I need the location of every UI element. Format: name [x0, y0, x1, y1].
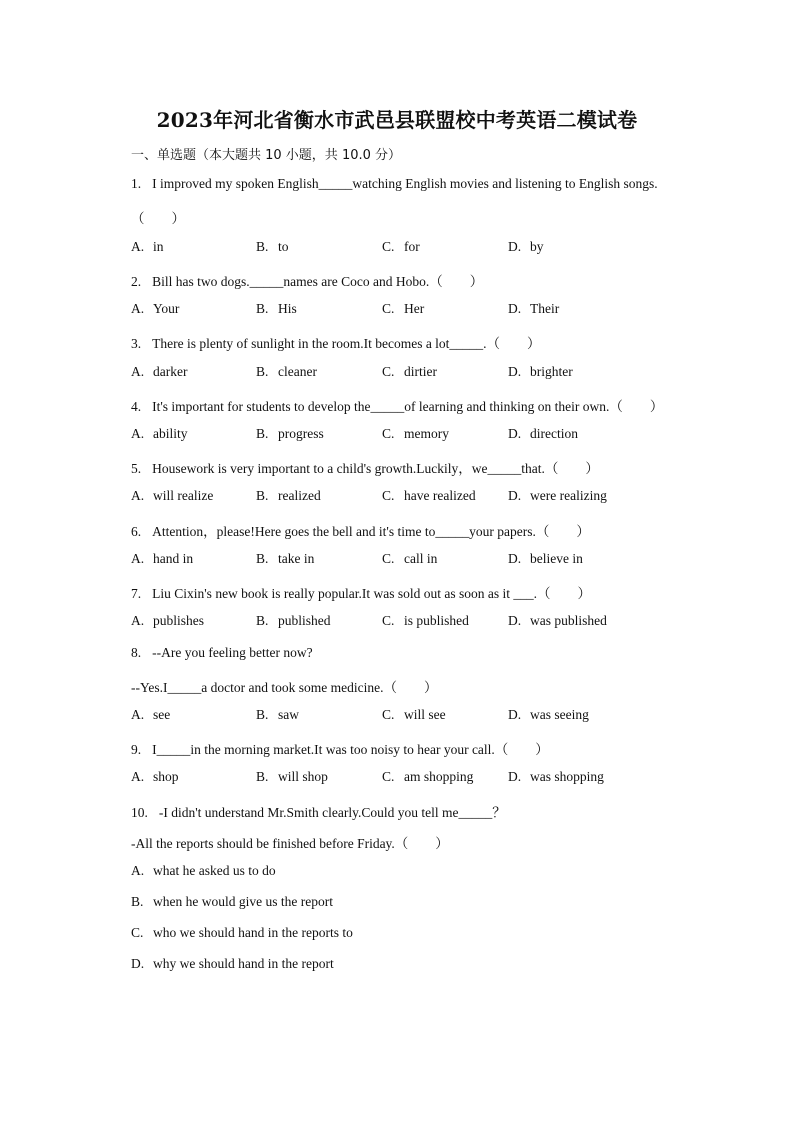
question-stem: Bill has two dogs._____names are Coco and Hobo.（ ）: [152, 274, 484, 289]
option-b[interactable]: B. published: [256, 613, 331, 628]
question-stem: Liu Cixin's new book is really popular.It was sold out as soon as it ___.（ ）: [152, 586, 592, 601]
question-stem: It's important for students to develop the_____of learning and thinking on their own.（ ）: [152, 399, 664, 414]
option-d[interactable]: D. was published: [508, 613, 607, 628]
option-a[interactable]: A. see: [131, 707, 171, 722]
question-stem: There is plenty of sunlight in the room.It becomes a lot_____.（ ）: [152, 336, 541, 351]
question-8: [131, 645, 313, 661]
option-b[interactable]: B. His: [256, 301, 297, 316]
option-d[interactable]: D. direction: [508, 426, 578, 441]
option-c[interactable]: C. is published: [382, 613, 469, 628]
question-number: 7.: [131, 586, 142, 601]
question-stem: -I didn't understand Mr.Smith clearly.Could you tell me_____？: [158, 805, 506, 820]
option-c[interactable]: C. dirtier: [382, 364, 437, 379]
option-a[interactable]: A. darker: [131, 364, 188, 379]
question-3-options: [131, 364, 691, 382]
question-10-response: -All the reports should be finished before Friday.（ ）: [131, 836, 449, 851]
option-b[interactable]: B. saw: [256, 707, 299, 722]
question-6: [131, 520, 590, 540]
option-a[interactable]: A. Your: [131, 301, 180, 316]
option-d[interactable]: D. by: [508, 239, 544, 254]
question-2-options: [131, 301, 691, 319]
option-c[interactable]: C. am shopping: [382, 769, 474, 784]
question-number: 3.: [131, 336, 142, 351]
question-stem: I_____in the morning market.It was too noisy to hear your call.（ ）: [152, 742, 549, 757]
option-c[interactable]: C. call in: [382, 551, 438, 566]
question-6-options: [131, 551, 691, 569]
option-a[interactable]: A. will realize: [131, 488, 214, 503]
option-c[interactable]: C. Her: [382, 301, 425, 316]
question-number: 10.: [131, 805, 148, 820]
question-4-options: [131, 426, 691, 444]
option-a[interactable]: A. shop: [131, 769, 179, 784]
question-10: [131, 801, 506, 821]
option-b[interactable]: B. when he would give us the report: [131, 894, 333, 909]
option-c[interactable]: C. will see: [382, 707, 446, 722]
question-8-response: --Yes.I_____a doctor and took some medicine.（ ）: [131, 680, 438, 695]
option-d[interactable]: D. brighter: [508, 364, 573, 379]
option-b[interactable]: B. cleaner: [256, 364, 317, 379]
question-5-options: [131, 488, 691, 506]
question-number: 6.: [131, 524, 142, 539]
question-3: [131, 332, 541, 352]
option-d[interactable]: D. was shopping: [508, 769, 604, 784]
question-8-options: [131, 707, 691, 725]
option-a[interactable]: A. ability: [131, 426, 188, 441]
question-9: [131, 738, 549, 758]
option-d[interactable]: D. why we should hand in the report: [131, 956, 334, 971]
option-a[interactable]: A. hand in: [131, 551, 194, 566]
option-a[interactable]: A. publishes: [131, 613, 205, 628]
question-number: 5.: [131, 461, 142, 476]
option-d[interactable]: D. believe in: [508, 551, 583, 566]
question-stem: I improved my spoken English_____watching English movies and listening to English songs.: [152, 176, 658, 191]
question-stem: Attention，please!Here goes the bell and it's time to_____your papers.（ ）: [152, 524, 590, 539]
option-b[interactable]: B. take in: [256, 551, 315, 566]
question-number: 4.: [131, 399, 142, 414]
option-b[interactable]: B. to: [256, 239, 289, 254]
option-d[interactable]: D. was seeing: [508, 707, 589, 722]
question-1-bracket: （ ）: [131, 211, 185, 226]
option-d[interactable]: D. Their: [508, 301, 560, 316]
option-a[interactable]: A. what he asked us to do: [131, 863, 276, 878]
question-1: [131, 176, 658, 192]
question-7-options: [131, 613, 691, 631]
option-c[interactable]: C. have realized: [382, 488, 476, 503]
question-number: 8.: [131, 645, 142, 660]
option-d[interactable]: D. were realizing: [508, 488, 607, 503]
option-b[interactable]: B. realized: [256, 488, 321, 503]
question-5: [131, 457, 599, 477]
page-title: 2023年河北省衡水市武邑县联盟校中考英语二模试卷: [156, 108, 638, 132]
option-c[interactable]: C. for: [382, 239, 420, 254]
question-9-options: [131, 769, 691, 787]
question-number: 9.: [131, 742, 142, 757]
option-c[interactable]: C. memory: [382, 426, 449, 441]
question-4: [131, 395, 663, 415]
question-stem: Housework is very important to a child's growth.Luckily，we_____that.（ ）: [152, 461, 599, 476]
question-number: 2.: [131, 274, 142, 289]
question-7: [131, 582, 591, 602]
section-heading: 一、单选题（本大题共 10 小题，共 10.0 分）: [131, 148, 402, 163]
option-c[interactable]: C. who we should hand in the reports to: [131, 925, 353, 940]
question-number: 1.: [131, 176, 142, 191]
option-b[interactable]: B. progress: [256, 426, 324, 441]
question-stem: --Are you feeling better now?: [152, 645, 313, 660]
question-1-options: [131, 239, 691, 257]
question-2: [131, 270, 483, 290]
option-b[interactable]: B. will shop: [256, 769, 328, 784]
option-a[interactable]: A. in: [131, 239, 164, 254]
